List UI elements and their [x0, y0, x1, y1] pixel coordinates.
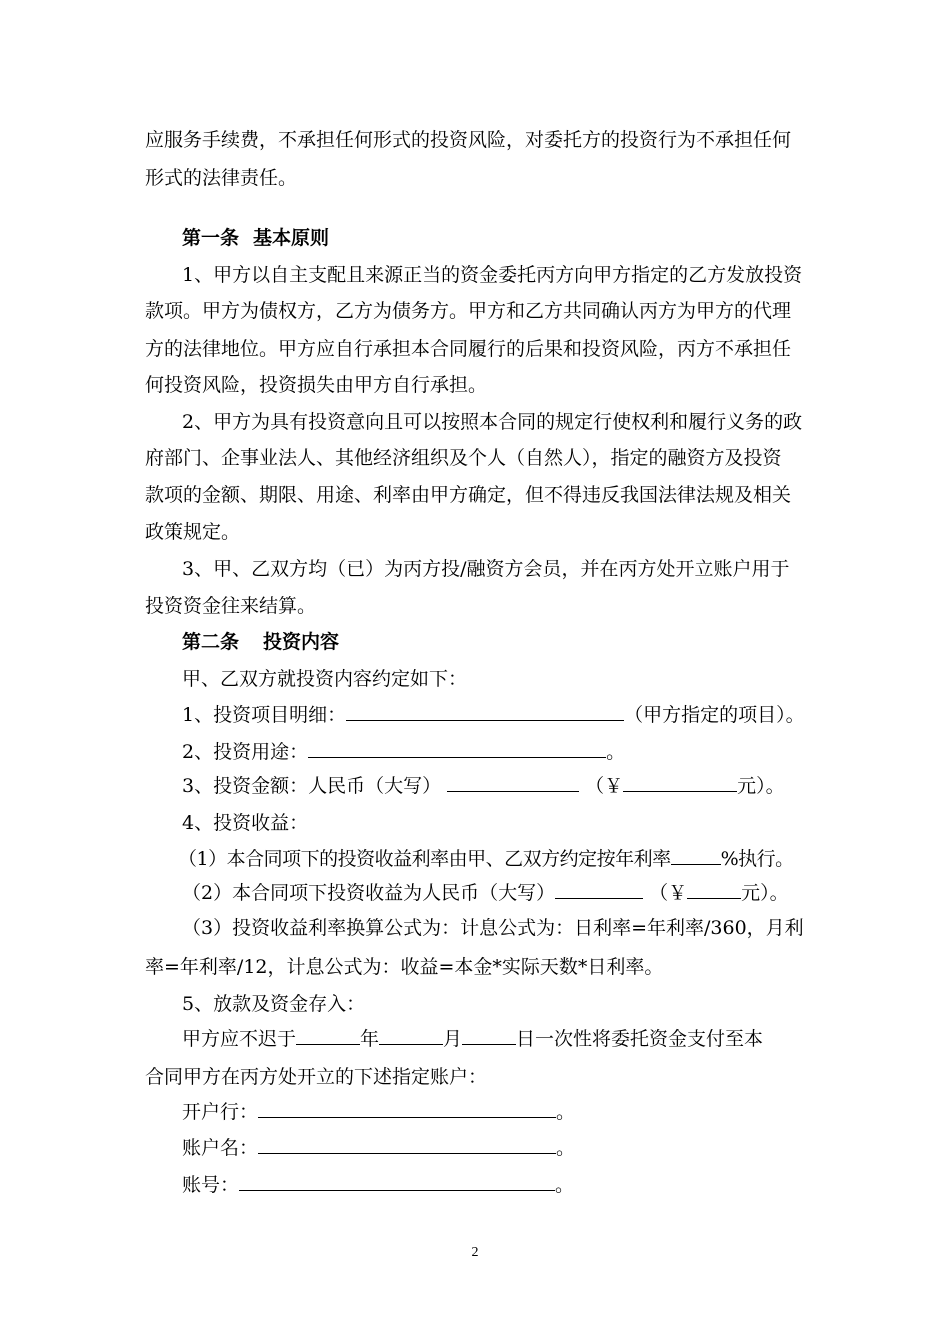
paragraph-line: 5、放款及资金存入：	[182, 993, 366, 1015]
field-label: 3、投资金额：人民币（大写）	[182, 775, 442, 797]
paragraph-line: 4、投资收益：	[182, 812, 309, 834]
field-label: 年	[360, 1028, 380, 1050]
paragraph-line: 府部门、企事业法人、其他经济组织及个人（自然人），指定的融资方及投资	[145, 447, 782, 469]
paragraph-line: 1、甲方以自主支配且来源正当的资金委托丙方向甲方指定的乙方发放投资	[182, 264, 803, 286]
field-label: 账号：	[182, 1174, 240, 1196]
paragraph-line: 款项。甲方为债权方，乙方为债务方。甲方和乙方共同确认丙方为甲方的代理	[145, 300, 792, 322]
fill-line-usage	[182, 739, 842, 765]
field-note: （甲方指定的项目）。	[624, 704, 805, 726]
paragraph-line: 3、甲、乙双方均（已）为丙方投/融资方会员，并在丙方处开立账户用于	[182, 558, 790, 580]
paragraph-line: 款项的金额、期限、用途、利率由甲方确定，但不得违反我国法律法规及相关	[145, 484, 792, 506]
field-label: 账户名：	[182, 1137, 259, 1159]
year-blank[interactable]	[296, 1026, 360, 1045]
field-label: （￥	[649, 882, 688, 904]
account-number-blank[interactable]	[239, 1172, 555, 1191]
field-label: 1、投资项目明细：	[182, 704, 347, 726]
field-label: 日一次性将委托资金支付至本	[516, 1028, 764, 1050]
field-end: 元）。	[737, 775, 785, 797]
income-words-blank[interactable]	[555, 880, 643, 899]
fill-line-amount	[182, 773, 842, 799]
article-2-number: 第二条	[182, 631, 240, 653]
account-name-blank[interactable]	[258, 1135, 556, 1154]
field-label: （1）本合同项下的投资收益利率由甲、乙双方约定按年利率	[178, 848, 671, 870]
paragraph-line: 投资资金往来结算。	[145, 595, 317, 617]
bank-blank[interactable]	[258, 1099, 556, 1118]
amount-words-blank[interactable]	[447, 773, 579, 792]
article-1-number: 第一条	[182, 227, 240, 249]
fill-line-income	[182, 880, 842, 906]
article-1-heading	[182, 225, 842, 251]
month-blank[interactable]	[379, 1026, 443, 1045]
amount-number-blank[interactable]	[623, 773, 737, 792]
paragraph-line: 2、甲方为具有投资意向且可以按照本合同的规定行使权利和履行义务的政	[182, 411, 803, 433]
paragraph-line: 何投资风险，投资损失由甲方自行承担。	[145, 374, 488, 396]
day-blank[interactable]	[462, 1026, 516, 1045]
field-end: 。	[556, 1101, 576, 1123]
fill-line-project	[182, 702, 842, 728]
field-end: 。	[555, 1174, 575, 1196]
fill-line-bank	[182, 1099, 842, 1125]
fill-line-date	[182, 1026, 842, 1052]
field-label: 甲方应不迟于	[182, 1028, 297, 1050]
paragraph-line: 政策规定。	[145, 521, 241, 543]
article-1-title: 基本原则	[253, 227, 330, 249]
article-2-heading	[182, 629, 842, 655]
article-2-title: 投资内容	[263, 631, 340, 653]
income-number-blank[interactable]	[687, 880, 741, 899]
fill-line-account-name	[182, 1135, 842, 1161]
paragraph-line: 率=年利率/12，计息公式为：收益=本金*实际天数*日利率。	[145, 956, 664, 978]
field-label: （￥	[585, 775, 624, 797]
usage-blank[interactable]	[308, 739, 606, 758]
fill-line-rate	[178, 846, 838, 872]
fill-line-account-number	[182, 1172, 842, 1198]
field-end: %执行。	[720, 848, 794, 870]
field-label: 2、投资用途：	[182, 741, 309, 763]
paragraph-line: 应服务手续费，不承担任何形式的投资风险，对委托方的投资行为不承担任何	[145, 129, 792, 151]
project-blank[interactable]	[346, 702, 624, 721]
paragraph-line: 形式的法律责任。	[145, 167, 298, 189]
field-label: （2）本合同项下投资收益为人民币（大写）	[182, 882, 556, 904]
field-label: 开户行：	[182, 1101, 259, 1123]
paragraph-line: 方的法律地位。甲方应自行承担本合同履行的后果和投资风险，丙方不承担任	[145, 338, 792, 360]
rate-blank[interactable]	[671, 846, 721, 865]
paragraph-line: 甲、乙双方就投资内容约定如下：	[182, 668, 468, 690]
page-number: 2	[471, 1245, 479, 1260]
paragraph-line: 合同甲方在丙方处开立的下述指定账户：	[145, 1066, 488, 1088]
field-end: 元）。	[741, 882, 789, 904]
paragraph-line: （3）投资收益利率换算公式为：计息公式为：日利率=年利率/360，月利	[182, 917, 804, 939]
field-end: 。	[606, 741, 626, 763]
field-end: 。	[556, 1137, 576, 1159]
field-label: 月	[443, 1028, 463, 1050]
